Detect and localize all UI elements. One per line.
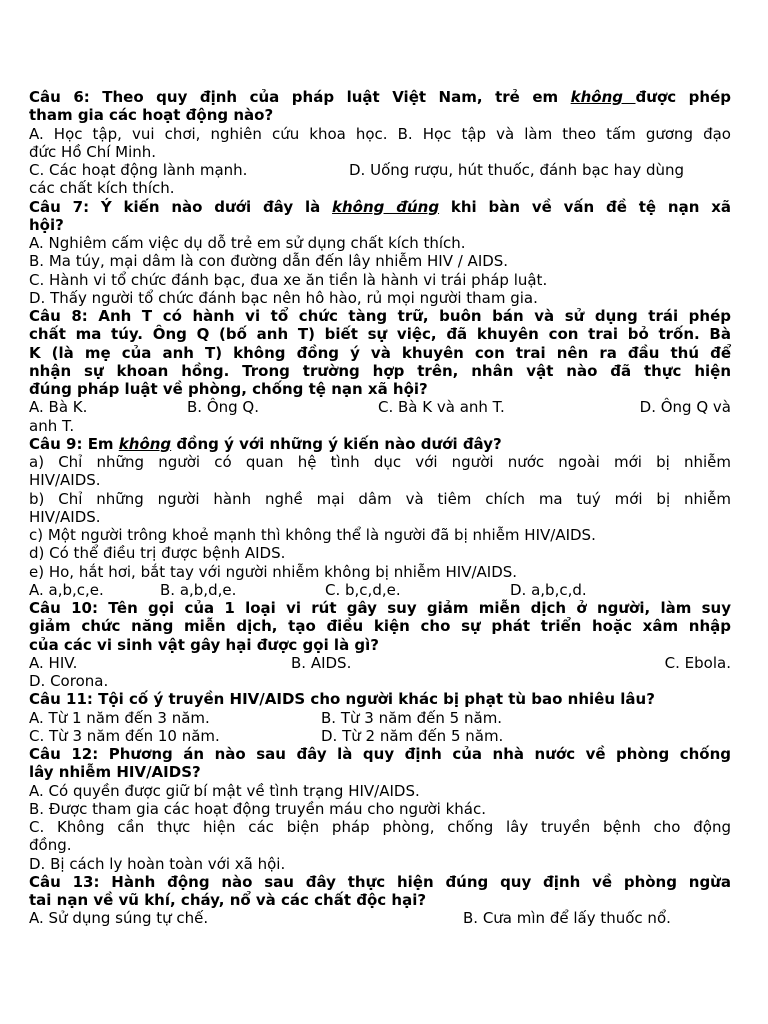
question-7-line-2: hội? [29, 215, 64, 234]
question-9-statement-a-cont: HIV/AIDS. [29, 471, 101, 490]
question-9-emphasis: không [118, 434, 172, 453]
question-9-statement-a: a) Chỉ những người có quan hệ tình dục với người nước ngoài mới bị nhiễm [29, 453, 731, 471]
question-9-text-end: đồng ý với những ý kiến nào dưới đây? [171, 434, 502, 453]
question-6-options-c-d [29, 161, 731, 179]
document-body [29, 88, 731, 928]
question-7-option-a: A. Nghiêm cấm việc dụ dỗ trẻ em sử dụng chất kích thích. [29, 234, 466, 252]
question-6-text-end: được phép [635, 88, 731, 106]
question-6-option-b-cont: đức Hồ Chí Minh. [29, 142, 157, 161]
question-13-option-a: A. Sử dụng súng tự chế. [29, 909, 209, 928]
question-9-option-a: A. a,b,c,e. [29, 580, 104, 599]
question-11-options-c-d [29, 727, 731, 745]
question-7-option-c: C. Hành vi tổ chức đánh bạc, đua xe ăn tiền là hành vi trái pháp luật. [29, 270, 548, 289]
question-6-option-d: D. Uống rượu, hút thuốc, đánh bạc hay dùng [349, 161, 685, 179]
question-6-line-1 [29, 88, 731, 106]
question-9-statement-d: d) Có thể điều trị được bệnh AIDS. [29, 544, 286, 563]
question-8-option-a: A. Bà K. [29, 398, 88, 417]
question-12-option-c-cont: đồng. [29, 836, 72, 855]
question-8-options [29, 398, 731, 416]
question-11-option-c: C. Từ 3 năm đến 10 năm. [29, 726, 220, 745]
question-7-line-1 [29, 198, 731, 216]
question-9-statement-b-cont: HIV/AIDS. [29, 507, 101, 526]
question-12-option-b: B. Được tham gia các hoạt động truyền máu cho người khác. [29, 799, 486, 818]
question-7-text-end: khi bàn về vấn đề tệ nạn xã [439, 197, 731, 216]
question-7-emphasis: không đúng [332, 197, 440, 216]
question-7-text: Câu 7: Ý kiến nào dưới đây là [29, 197, 333, 216]
question-9-statement-c: c) Một người trông khoẻ mạnh thì không thể là người đã bị nhiễm HIV/AIDS. [29, 526, 596, 544]
question-8-option-d-cont: anh T. [29, 416, 75, 435]
question-8-option-b: B. Ông Q. [187, 398, 260, 417]
question-11-line-1: Câu 11: Tội cố ý truyền HIV/AIDS cho người khác bị phạt tù bao nhiêu lâu? [29, 690, 655, 709]
question-9-statement-b: b) Chỉ những người hành nghề mại dâm và tiêm chích ma tuý mới bị nhiễm [29, 489, 731, 508]
question-6-emphasis: không [570, 88, 636, 106]
question-10-option-c: C. Ebola. [664, 653, 731, 672]
question-11-options-a-b [29, 709, 731, 727]
question-12-line-1: Câu 12: Phương án nào sau đây là quy định của nhà nước về phòng chống [29, 745, 731, 763]
question-6-option-d-cont: các chất kích thích. [29, 179, 175, 198]
question-9-statement-e: e) Ho, hắt hơi, bắt tay với người nhiễm không bị nhiễm HIV/AIDS. [29, 562, 518, 581]
question-12-option-d: D. Bị cách ly hoàn toàn với xã hội. [29, 854, 286, 873]
question-12-option-c: C. Không cần thực hiện các biện pháp phòng, chống lây truyền bệnh cho động [29, 818, 731, 836]
question-10-line-3: của các vi sinh vật gây hại được gọi là gì? [29, 635, 379, 654]
question-6-text: Câu 6: Theo quy định của pháp luật Việt Nam, trẻ em [29, 88, 571, 106]
question-11-option-b: B. Từ 3 năm đến 5 năm. [321, 708, 503, 727]
question-8-line-1: Câu 8: Anh T có hành vi tổ chức tàng trữ, buôn bán và sử dụng trái phép [29, 307, 731, 325]
question-11-option-d: D. Từ 2 năm đến 5 năm. [321, 726, 504, 745]
question-9-text: Câu 9: Em [29, 434, 119, 453]
question-9-option-c: C. b,c,d,e. [325, 580, 401, 599]
question-9-options [29, 581, 731, 599]
question-7-option-d: D. Thấy người tổ chức đánh bạc nên hô hào, rủ mọi người tham gia. [29, 288, 538, 307]
question-8-option-c: C. Bà K và anh T. [378, 398, 505, 417]
question-8-option-d: D. Ông Q và [639, 398, 731, 417]
question-13-options [29, 909, 731, 927]
question-9-option-d: D. a,b,c,d. [510, 580, 587, 599]
question-6-option-c: C. Các hoạt động lành mạnh. [29, 161, 248, 179]
question-10-option-d: D. Corona. [29, 672, 109, 690]
question-10-line-2: giảm chức năng miễn dịch, tạo điều kiện cho sự phát triển hoặc xâm nhập [29, 617, 731, 636]
question-10-line-1: Câu 10: Tên gọi của 1 loại vi rút gây suy giảm miễn dịch ở người, làm suy [29, 599, 731, 617]
question-8-line-5: đúng pháp luật về phòng, chống tệ nạn xã hội? [29, 380, 428, 398]
question-13-line-2: tai nạn về vũ khí, cháy, nổ và các chất độc hại? [29, 891, 427, 909]
question-11-option-a: A. Từ 1 năm đến 3 năm. [29, 708, 210, 727]
question-13-line-1: Câu 13: Hành động nào sau đây thực hiện đúng quy định về phòng ngừa [29, 872, 731, 891]
question-6-line-2: tham gia các hoạt động nào? [29, 106, 274, 125]
question-12-line-2: lây nhiễm HIV/AIDS? [29, 763, 201, 782]
question-8-line-4: nhận sự khoan hồng. Trong trường hợp trên, nhân vật nào đã thực hiện [29, 361, 731, 380]
question-6-option-a-b: A. Học tập, vui chơi, nghiên cứu khoa học. B. Học tập và làm theo tấm gương đạo [29, 124, 731, 143]
question-10-option-a: A. HIV. [29, 653, 78, 672]
question-9-option-b: B. a,b,d,e. [160, 580, 237, 599]
question-9-line-1 [29, 435, 731, 453]
question-10-option-b: B. AIDS. [291, 653, 352, 672]
question-12-option-a: A. Có quyền được giữ bí mật về tình trạng HIV/AIDS. [29, 781, 420, 800]
question-8-line-3: K (là mẹ của anh T) không đồng ý và khuyên con trai nên ra đầu thú để [29, 343, 731, 362]
question-10-options [29, 654, 731, 672]
question-8-line-2: chất ma túy. Ông Q (bố anh T) biết sự việc, đã khuyên con trai bỏ trốn. Bà [29, 325, 731, 344]
question-7-option-b: B. Ma túy, mại dâm là con đường dẫn đến lây nhiễm HIV / AIDS. [29, 252, 509, 271]
question-13-option-b: B. Cưa mìn để lấy thuốc nổ. [463, 909, 671, 928]
